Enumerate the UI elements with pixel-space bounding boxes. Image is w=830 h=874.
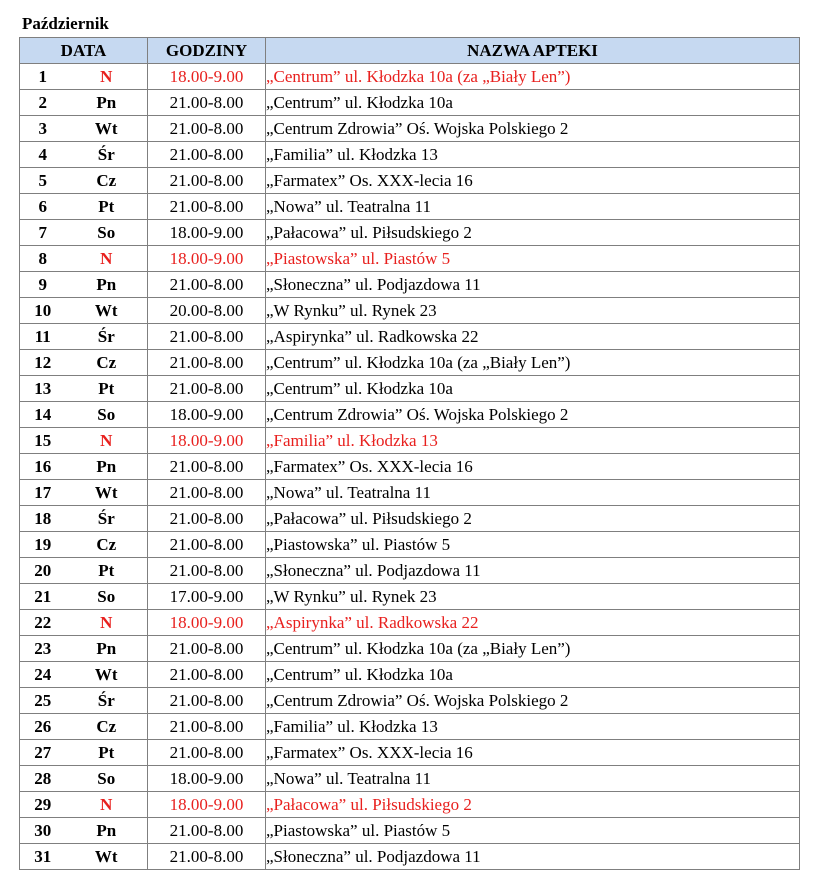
weekday-cell: Wt (66, 662, 148, 688)
hours-cell: 18.00-9.00 (148, 792, 266, 818)
hours-cell: 21.00-8.00 (148, 272, 266, 298)
pharmacy-cell: „Centrum Zdrowia” Oś. Wojska Polskiego 2 (266, 402, 800, 428)
weekday-cell: Cz (66, 532, 148, 558)
pharmacy-cell: „Familia” ul. Kłodzka 13 (266, 714, 800, 740)
weekday-cell: Śr (66, 142, 148, 168)
day-number-cell: 1 (20, 64, 66, 90)
weekday-cell: N (66, 792, 148, 818)
table-row (20, 142, 800, 168)
weekday-cell: So (66, 220, 148, 246)
table-row (20, 90, 800, 116)
pharmacy-cell: „Piastowska” ul. Piastów 5 (266, 532, 800, 558)
weekday-cell: Pt (66, 740, 148, 766)
day-number-cell: 21 (20, 584, 66, 610)
pharmacy-cell: „Słoneczna” ul. Podjazdowa 11 (266, 844, 800, 870)
day-number-cell: 8 (20, 246, 66, 272)
day-number-cell: 5 (20, 168, 66, 194)
pharmacy-cell: „Aspirynka” ul. Radkowska 22 (266, 610, 800, 636)
hours-cell: 20.00-8.00 (148, 298, 266, 324)
pharmacy-cell: „Pałacowa” ul. Piłsudskiego 2 (266, 792, 800, 818)
hours-cell: 21.00-8.00 (148, 688, 266, 714)
table-row (20, 584, 800, 610)
pharmacy-cell: „Centrum Zdrowia” Oś. Wojska Polskiego 2 (266, 688, 800, 714)
table-row (20, 818, 800, 844)
hours-cell: 18.00-9.00 (148, 428, 266, 454)
hours-cell: 21.00-8.00 (148, 168, 266, 194)
pharmacy-cell: „Słoneczna” ul. Podjazdowa 11 (266, 558, 800, 584)
pharmacy-cell: „Piastowska” ul. Piastów 5 (266, 246, 800, 272)
weekday-cell: Śr (66, 506, 148, 532)
hours-cell: 21.00-8.00 (148, 90, 266, 116)
hours-cell: 21.00-8.00 (148, 714, 266, 740)
day-number-cell: 20 (20, 558, 66, 584)
pharmacy-cell: „Nowa” ul. Teatralna 11 (266, 480, 800, 506)
table-row (20, 506, 800, 532)
table-row (20, 272, 800, 298)
table-row (20, 636, 800, 662)
day-number-cell: 13 (20, 376, 66, 402)
table-row (20, 350, 800, 376)
hours-cell: 21.00-8.00 (148, 740, 266, 766)
table-row (20, 662, 800, 688)
weekday-cell: Pn (66, 818, 148, 844)
day-number-cell: 12 (20, 350, 66, 376)
hours-cell: 21.00-8.00 (148, 324, 266, 350)
table-row (20, 64, 800, 90)
hours-cell: 21.00-8.00 (148, 376, 266, 402)
weekday-cell: Wt (66, 116, 148, 142)
weekday-cell: Wt (66, 298, 148, 324)
hours-cell: 21.00-8.00 (148, 506, 266, 532)
pharmacy-cell: „Farmatex” Os. XXX-lecia 16 (266, 740, 800, 766)
pharmacy-cell: „W Rynku” ul. Rynek 23 (266, 584, 800, 610)
table-row (20, 220, 800, 246)
hours-cell: 21.00-8.00 (148, 844, 266, 870)
hours-cell: 18.00-9.00 (148, 610, 266, 636)
table-body (20, 64, 800, 870)
weekday-cell: So (66, 402, 148, 428)
table-row (20, 532, 800, 558)
weekday-cell: Pn (66, 90, 148, 116)
weekday-cell: Pn (66, 454, 148, 480)
table-row (20, 402, 800, 428)
day-number-cell: 17 (20, 480, 66, 506)
table-row (20, 480, 800, 506)
hours-cell: 21.00-8.00 (148, 116, 266, 142)
hours-cell: 21.00-8.00 (148, 818, 266, 844)
hours-cell: 18.00-9.00 (148, 246, 266, 272)
table-row (20, 168, 800, 194)
hours-cell: 21.00-8.00 (148, 454, 266, 480)
hours-cell: 21.00-8.00 (148, 194, 266, 220)
weekday-cell: Śr (66, 688, 148, 714)
day-number-cell: 28 (20, 766, 66, 792)
table-row (20, 194, 800, 220)
weekday-cell: Cz (66, 350, 148, 376)
pharmacy-cell: „Familia” ul. Kłodzka 13 (266, 142, 800, 168)
day-number-cell: 16 (20, 454, 66, 480)
weekday-cell: Cz (66, 714, 148, 740)
pharmacy-cell: „Centrum Zdrowia” Oś. Wojska Polskiego 2 (266, 116, 800, 142)
table-row (20, 246, 800, 272)
table-row (20, 688, 800, 714)
hours-cell: 21.00-8.00 (148, 662, 266, 688)
table-header (20, 38, 800, 64)
hours-cell: 21.00-8.00 (148, 142, 266, 168)
weekday-cell: N (66, 64, 148, 90)
day-number-cell: 14 (20, 402, 66, 428)
pharmacy-cell: „Centrum” ul. Kłodzka 10a (za „Biały Len”) (266, 64, 800, 90)
weekday-cell: Wt (66, 844, 148, 870)
pharmacy-cell: „Familia” ul. Kłodzka 13 (266, 428, 800, 454)
pharmacy-cell: „Pałacowa” ul. Piłsudskiego 2 (266, 220, 800, 246)
month-title: Październik (22, 14, 109, 33)
table-row (20, 324, 800, 350)
day-number-cell: 25 (20, 688, 66, 714)
pharmacy-cell: „W Rynku” ul. Rynek 23 (266, 298, 800, 324)
day-number-cell: 11 (20, 324, 66, 350)
day-number-cell: 3 (20, 116, 66, 142)
table-row (20, 844, 800, 870)
day-number-cell: 24 (20, 662, 66, 688)
day-number-cell: 2 (20, 90, 66, 116)
header-row (20, 38, 800, 64)
pharmacy-cell: „Farmatex” Os. XXX-lecia 16 (266, 168, 800, 194)
table-row (20, 298, 800, 324)
day-number-cell: 30 (20, 818, 66, 844)
hours-cell: 17.00-9.00 (148, 584, 266, 610)
pharmacy-cell: „Nowa” ul. Teatralna 11 (266, 194, 800, 220)
pharmacy-cell: „Farmatex” Os. XXX-lecia 16 (266, 454, 800, 480)
weekday-cell: Pt (66, 194, 148, 220)
day-number-cell: 7 (20, 220, 66, 246)
weekday-cell: Śr (66, 324, 148, 350)
pharmacy-cell: „Słoneczna” ul. Podjazdowa 11 (266, 272, 800, 298)
day-number-cell: 26 (20, 714, 66, 740)
table-row (20, 558, 800, 584)
weekday-cell: Pn (66, 636, 148, 662)
table-row (20, 740, 800, 766)
table-row (20, 454, 800, 480)
day-number-cell: 6 (20, 194, 66, 220)
day-number-cell: 4 (20, 142, 66, 168)
day-number-cell: 9 (20, 272, 66, 298)
pharmacy-cell: „Piastowska” ul. Piastów 5 (266, 818, 800, 844)
hours-cell: 18.00-9.00 (148, 766, 266, 792)
weekday-cell: Cz (66, 168, 148, 194)
header-pharmacy: NAZWA APTEKI (266, 38, 800, 64)
pharmacy-cell: „Centrum” ul. Kłodzka 10a (266, 376, 800, 402)
hours-cell: 18.00-9.00 (148, 220, 266, 246)
header-hours: GODZINY (148, 38, 266, 64)
hours-cell: 21.00-8.00 (148, 532, 266, 558)
weekday-cell: N (66, 610, 148, 636)
day-number-cell: 18 (20, 506, 66, 532)
table-row (20, 116, 800, 142)
pharmacy-cell: „Centrum” ul. Kłodzka 10a (za „Biały Len”) (266, 350, 800, 376)
day-number-cell: 19 (20, 532, 66, 558)
pharmacy-cell: „Nowa” ul. Teatralna 11 (266, 766, 800, 792)
table-row (20, 428, 800, 454)
day-number-cell: 29 (20, 792, 66, 818)
header-date: DATA (20, 38, 148, 64)
weekday-cell: So (66, 766, 148, 792)
weekday-cell: So (66, 584, 148, 610)
table-row (20, 766, 800, 792)
hours-cell: 21.00-8.00 (148, 350, 266, 376)
hours-cell: 21.00-8.00 (148, 636, 266, 662)
day-number-cell: 27 (20, 740, 66, 766)
table-row (20, 610, 800, 636)
pharmacy-cell: „Centrum” ul. Kłodzka 10a (za „Biały Len”) (266, 636, 800, 662)
day-number-cell: 31 (20, 844, 66, 870)
weekday-cell: N (66, 428, 148, 454)
pharmacy-cell: „Aspirynka” ul. Radkowska 22 (266, 324, 800, 350)
table-row (20, 376, 800, 402)
weekday-cell: N (66, 246, 148, 272)
pharmacy-cell: „Centrum” ul. Kłodzka 10a (266, 90, 800, 116)
hours-cell: 21.00-8.00 (148, 558, 266, 584)
day-number-cell: 23 (20, 636, 66, 662)
day-number-cell: 10 (20, 298, 66, 324)
pharmacy-duty-table (19, 37, 800, 870)
hours-cell: 21.00-8.00 (148, 480, 266, 506)
weekday-cell: Pn (66, 272, 148, 298)
weekday-cell: Pt (66, 558, 148, 584)
hours-cell: 18.00-9.00 (148, 402, 266, 428)
table-row (20, 792, 800, 818)
weekday-cell: Wt (66, 480, 148, 506)
pharmacy-cell: „Pałacowa” ul. Piłsudskiego 2 (266, 506, 800, 532)
pharmacy-cell: „Centrum” ul. Kłodzka 10a (266, 662, 800, 688)
day-number-cell: 15 (20, 428, 66, 454)
weekday-cell: Pt (66, 376, 148, 402)
day-number-cell: 22 (20, 610, 66, 636)
table-row (20, 714, 800, 740)
hours-cell: 18.00-9.00 (148, 64, 266, 90)
